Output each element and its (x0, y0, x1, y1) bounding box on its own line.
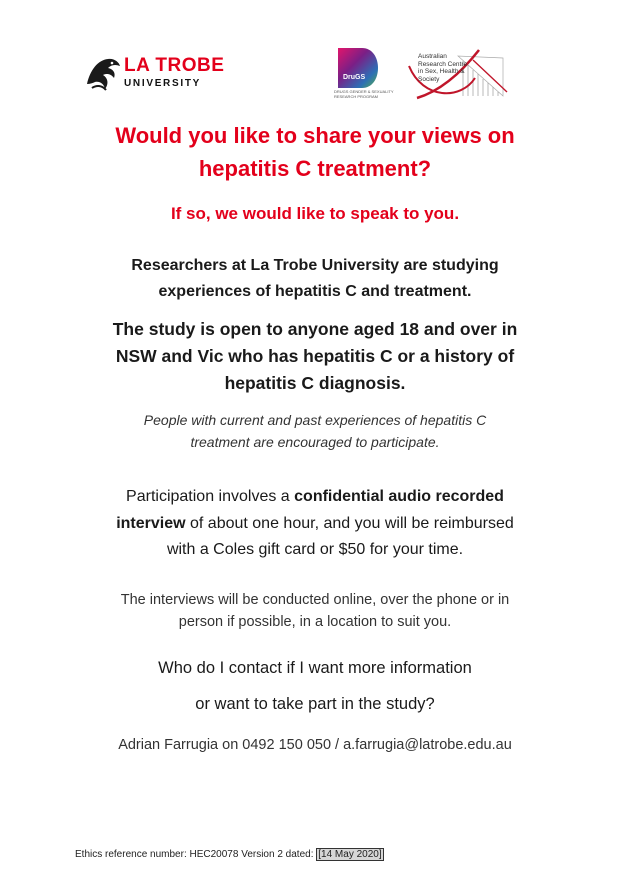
contact-details: Adrian Farrugia on 0492 150 050 / a.farrugia@latrobe.edu.au (118, 737, 512, 753)
interview-format (0, 589, 630, 633)
study-intro-line-1: Researchers at La Trobe University are studying (131, 257, 499, 274)
drugs-caption: DRUGS GENDER & SEXUALITY RESEARCH PROGRAM (334, 89, 394, 99)
drugs-logo-mark (338, 48, 378, 88)
contact-question-line-1: Who do I contact if I want more information (158, 659, 472, 677)
participation-bold-2: interview (116, 514, 186, 532)
subheading: If so, we would like to speak to you. (170, 204, 460, 223)
interview-format-line-1: The interviews will be conducted online, over the phone or in (120, 592, 510, 608)
eligibility-line-1: The study is open to anyone aged 18 and over in (112, 319, 518, 339)
eligibility-line-3: hepatitis C diagnosis. (224, 373, 406, 393)
latrobe-subtitle: UNIVERSITY (124, 78, 202, 89)
encouragement-line-2: treatment are encouraged to participate. (190, 434, 440, 450)
participation-bold-1: confidential audio recorded (294, 488, 504, 505)
participation-line-2 (0, 511, 630, 538)
study-intro-line-2: experiences of hepatitis C and treatment. (158, 283, 472, 300)
interview-format-line-2: person if possible, in a location to suit you. (178, 614, 452, 630)
ethics-reference-text: Ethics reference number: HEC20078 Version 2 dated: (75, 849, 317, 860)
participation-line-1 (0, 484, 630, 511)
headline (0, 119, 630, 185)
participation-pre: Participation involves a (126, 488, 295, 505)
encouragement-line-1: People with current and past experiences of hepatitis C (143, 412, 487, 428)
arcshs-logo (403, 48, 513, 100)
arcshs-name: Australian Research Centre in Sex, Health & Society (418, 53, 468, 83)
pelican-icon (84, 54, 122, 94)
participation-post: of about one hour, and you will be reimbursed (185, 514, 514, 532)
headline-line-1: Would you like to share your views on (115, 123, 515, 148)
ethics-reference (75, 849, 384, 860)
drugs-logo (338, 48, 378, 88)
eligibility-line-2: NSW and Vic who has hepatitis C or a history of (115, 346, 515, 366)
participation-line-3: with a Coles gift card or $50 for your time. (166, 541, 464, 558)
ethics-date: [14 May 2020] (318, 849, 382, 860)
study-intro (0, 253, 630, 305)
headline-line-2: hepatitis C treatment? (198, 156, 432, 181)
latrobe-name: LA TROBE (124, 55, 225, 76)
contact-question-line-2: or want to take part in the study? (195, 695, 435, 713)
drugs-label: DruGS (343, 74, 366, 81)
participation-details (0, 484, 630, 564)
encouragement (0, 409, 630, 453)
latrobe-logo (84, 54, 234, 98)
eligibility (0, 316, 630, 397)
